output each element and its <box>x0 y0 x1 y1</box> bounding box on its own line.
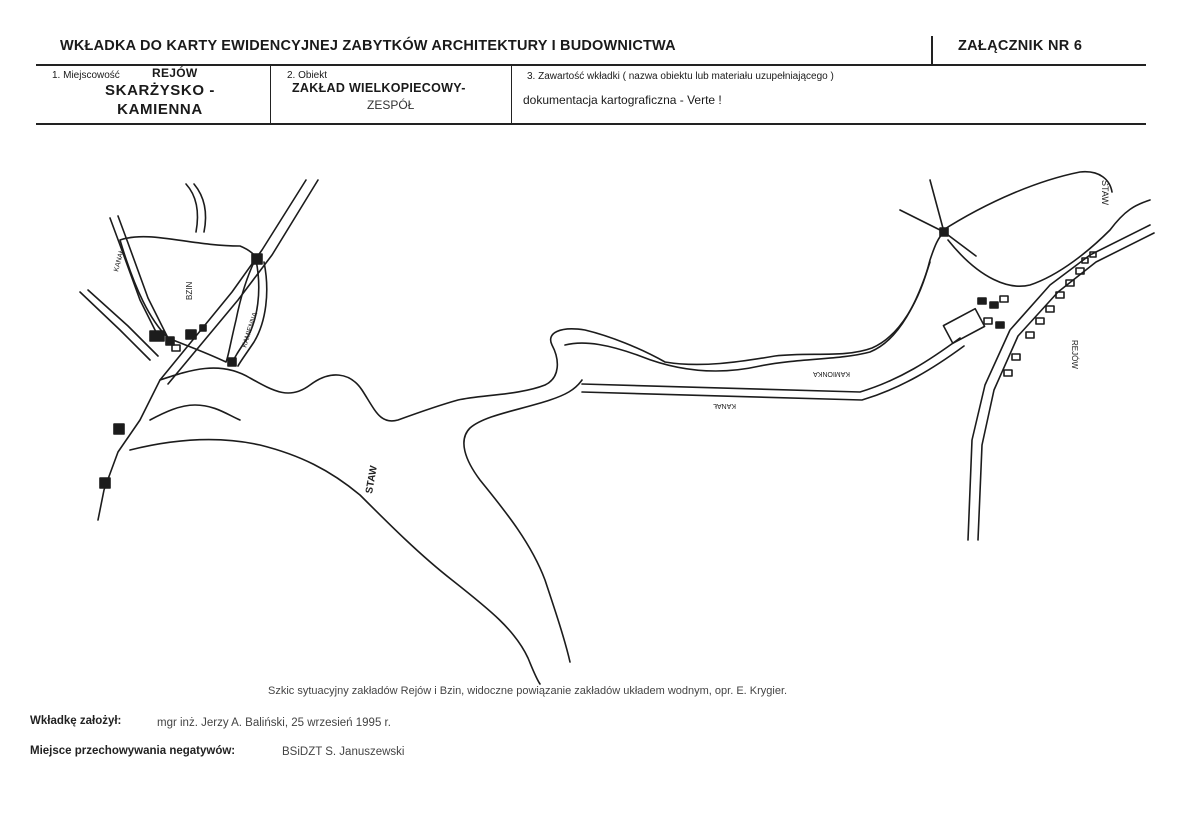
building <box>172 345 180 351</box>
dam-marker <box>100 478 110 488</box>
building <box>186 330 196 339</box>
road-line <box>98 180 306 520</box>
storage-value: BSiDZT S. Januszewski <box>282 746 405 758</box>
pond-outline <box>194 184 206 232</box>
dam-marker <box>114 424 124 434</box>
map-label-staw-center: STAW <box>364 464 380 495</box>
object-value-line1: ZAKŁAD WIELKOPIECOWY- <box>292 81 466 95</box>
dam-marker <box>252 254 262 264</box>
building <box>200 325 206 331</box>
dam-marker <box>940 228 948 236</box>
content-label: 3. Zawartość wkładki ( nazwa obiektu lub materiału uzupełniającego ) <box>527 71 834 82</box>
map-label-staw-right: STAW <box>1100 180 1110 205</box>
building <box>996 322 1004 328</box>
pond-outline <box>150 405 240 420</box>
content-value: dokumentacja kartograficzna - Verte ! <box>523 93 722 107</box>
road-line <box>968 225 1150 540</box>
map-label-kamionka: KAMIONKA <box>813 370 850 377</box>
place-value-line1: SKARŻYSKO - <box>105 82 215 99</box>
building <box>943 309 984 344</box>
road-line <box>930 180 944 232</box>
building <box>1004 370 1012 376</box>
building <box>1036 318 1044 324</box>
dam-marker <box>228 358 236 366</box>
map-label-rejow: REJÓW <box>1070 340 1079 369</box>
building <box>990 302 998 308</box>
storage-label: Miejsce przechowywania negatywów: <box>30 745 236 757</box>
map-label-kamienna-left: KAMIENNA <box>241 311 260 349</box>
place-value-top: REJÓW <box>152 66 198 80</box>
building <box>150 331 164 341</box>
pond-outline <box>948 200 1150 286</box>
place-value-line2: KAMIENNA <box>117 101 203 118</box>
building <box>978 298 986 304</box>
pond-outline <box>940 172 1112 232</box>
pond-outline <box>130 440 540 684</box>
building <box>1026 332 1034 338</box>
author-value: mgr inż. Jerzy A. Baliński, 25 wrzesień 1995 r. <box>157 717 391 729</box>
place-label: 1. Miejscowość <box>52 70 120 81</box>
pond-outline <box>464 380 582 662</box>
road-line <box>978 233 1154 540</box>
building <box>166 337 174 345</box>
building <box>1012 354 1020 360</box>
canal-line <box>118 216 168 338</box>
map-label-bzin: BZIN <box>185 281 194 300</box>
map-caption: Szkic sytuacyjny zakładów Rejów i Bzin, widoczne powiązanie zakładów układem wodnym, opr. E. Krygier. <box>268 685 788 697</box>
object-label: 2. Obiekt <box>287 70 328 81</box>
road-line <box>88 290 158 356</box>
attachment-number: ZAŁĄCZNIK NR 6 <box>958 38 1083 54</box>
road-line <box>80 292 150 360</box>
pond-outline <box>186 184 198 232</box>
pond-outline <box>160 232 944 421</box>
map-label-kanal-right: KANAŁ <box>713 402 736 409</box>
card-title: WKŁADKA DO KARTY EWIDENCYJNEJ ZABYTKÓW ARCHITEKTURY I BUDOWNICTWA <box>60 38 676 54</box>
map-label-kanal-left: KANAŁ <box>113 248 126 273</box>
river-line <box>565 262 930 371</box>
building <box>1046 306 1054 312</box>
building <box>1000 296 1008 302</box>
object-value-line2: ZESPÓŁ <box>367 98 415 112</box>
author-label: Wkładkę założył: <box>30 715 122 727</box>
building <box>984 318 992 324</box>
